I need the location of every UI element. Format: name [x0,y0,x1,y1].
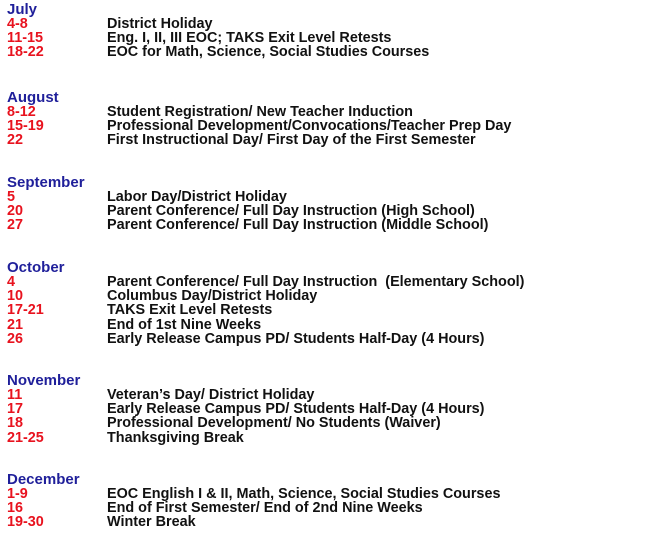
calendar-entry [7,515,500,529]
entry-dates: 20 [7,203,24,220]
calendar-entry [7,17,429,31]
entry-dates: 26 [7,330,24,347]
entry-dates: 15-19 [7,118,44,135]
entry-dates: 8-12 [7,104,36,120]
calendar-entry [7,105,511,119]
calendar-entry [7,501,500,515]
entry-dates: 27 [7,217,24,234]
calendar-entry [7,31,429,45]
entry-dates: 17-21 [7,302,44,319]
month-august [7,91,511,148]
month-october [7,261,524,346]
calendar-entry [7,416,484,430]
month-heading: August [7,89,59,106]
calendar-entry [7,45,429,59]
entry-dates: 16 [7,500,24,517]
entry-dates: 18 [7,415,24,432]
entry-description: Veteran’s Day/ District Holiday [107,387,315,403]
entry-description: Professional Development/ No Students (Waiver) [107,415,441,432]
month-december [7,473,500,530]
entry-dates: 21-25 [7,429,44,446]
entry-dates: 10 [7,288,24,305]
month-heading: July [7,1,38,18]
calendar-entry [7,289,524,303]
entry-dates: 11 [7,387,23,403]
month-heading: September [7,174,85,191]
entry-description: TAKS Exit Level Retests [107,302,273,319]
entry-dates: 4 [7,274,16,290]
entry-dates: 21 [7,316,24,333]
entry-dates: 5 [7,189,16,205]
calendar-entry [7,190,488,204]
entry-description: End of 1st Nine Weeks [107,316,262,333]
month-heading: December [7,471,80,488]
calendar-entry [7,133,511,147]
entry-description: Parent Conference/ Full Day Instruction (Elementary School) [107,274,525,290]
entry-description: Winter Break [107,514,196,531]
calendar-entry [7,318,524,332]
calendar-entry [7,388,484,402]
entry-description: Eng. I, II, III EOC; TAKS Exit Level Retests [107,30,392,47]
entry-description: Early Release Campus PD/ Students Half-Day (4 Hours) [107,401,485,418]
entry-description: Columbus Day/District Holiday [107,288,318,305]
calendar-entry [7,431,484,445]
month-november [7,374,484,445]
entry-description: Professional Development/Convocations/Teacher Prep Day [107,118,512,135]
calendar-entry [7,275,524,289]
entry-dates: 22 [7,132,24,149]
month-july [7,3,429,60]
month-heading: November [7,372,81,389]
calendar-entry [7,402,484,416]
entry-dates: 11-15 [7,30,44,47]
entry-description: First Instructional Day/ First Day of the First Semester [107,132,476,149]
entry-dates: 18-22 [7,44,44,61]
entry-description: EOC for Math, Science, Social Studies Courses [107,44,430,61]
calendar-entry [7,204,488,218]
entry-description: Early Release Campus PD/ Students Half-Day (4 Hours) [107,330,485,347]
entry-dates: 17 [7,401,24,418]
entry-dates: 4-8 [7,16,28,32]
month-heading: October [7,259,65,276]
calendar-entry [7,303,524,317]
entry-description: Thanksgiving Break [107,429,244,446]
entry-description: Parent Conference/ Full Day Instruction (High School) [107,203,475,220]
entry-description: District Holiday [107,16,213,32]
calendar-entry [7,487,500,501]
entry-description: Parent Conference/ Full Day Instruction (Middle School) [107,217,489,234]
calendar-entry [7,218,488,232]
calendar-entry [7,332,524,346]
calendar-entry [7,119,511,133]
entry-dates: 19-30 [7,514,44,531]
entry-description: End of First Semester/ End of 2nd Nine Weeks [107,500,423,517]
month-september [7,176,488,233]
entry-description: EOC English I & II, Math, Science, Social Studies Courses [107,486,501,502]
entry-description: Student Registration/ New Teacher Induction [107,104,413,120]
entry-dates: 1-9 [7,486,28,502]
entry-description: Labor Day/District Holiday [107,189,287,205]
